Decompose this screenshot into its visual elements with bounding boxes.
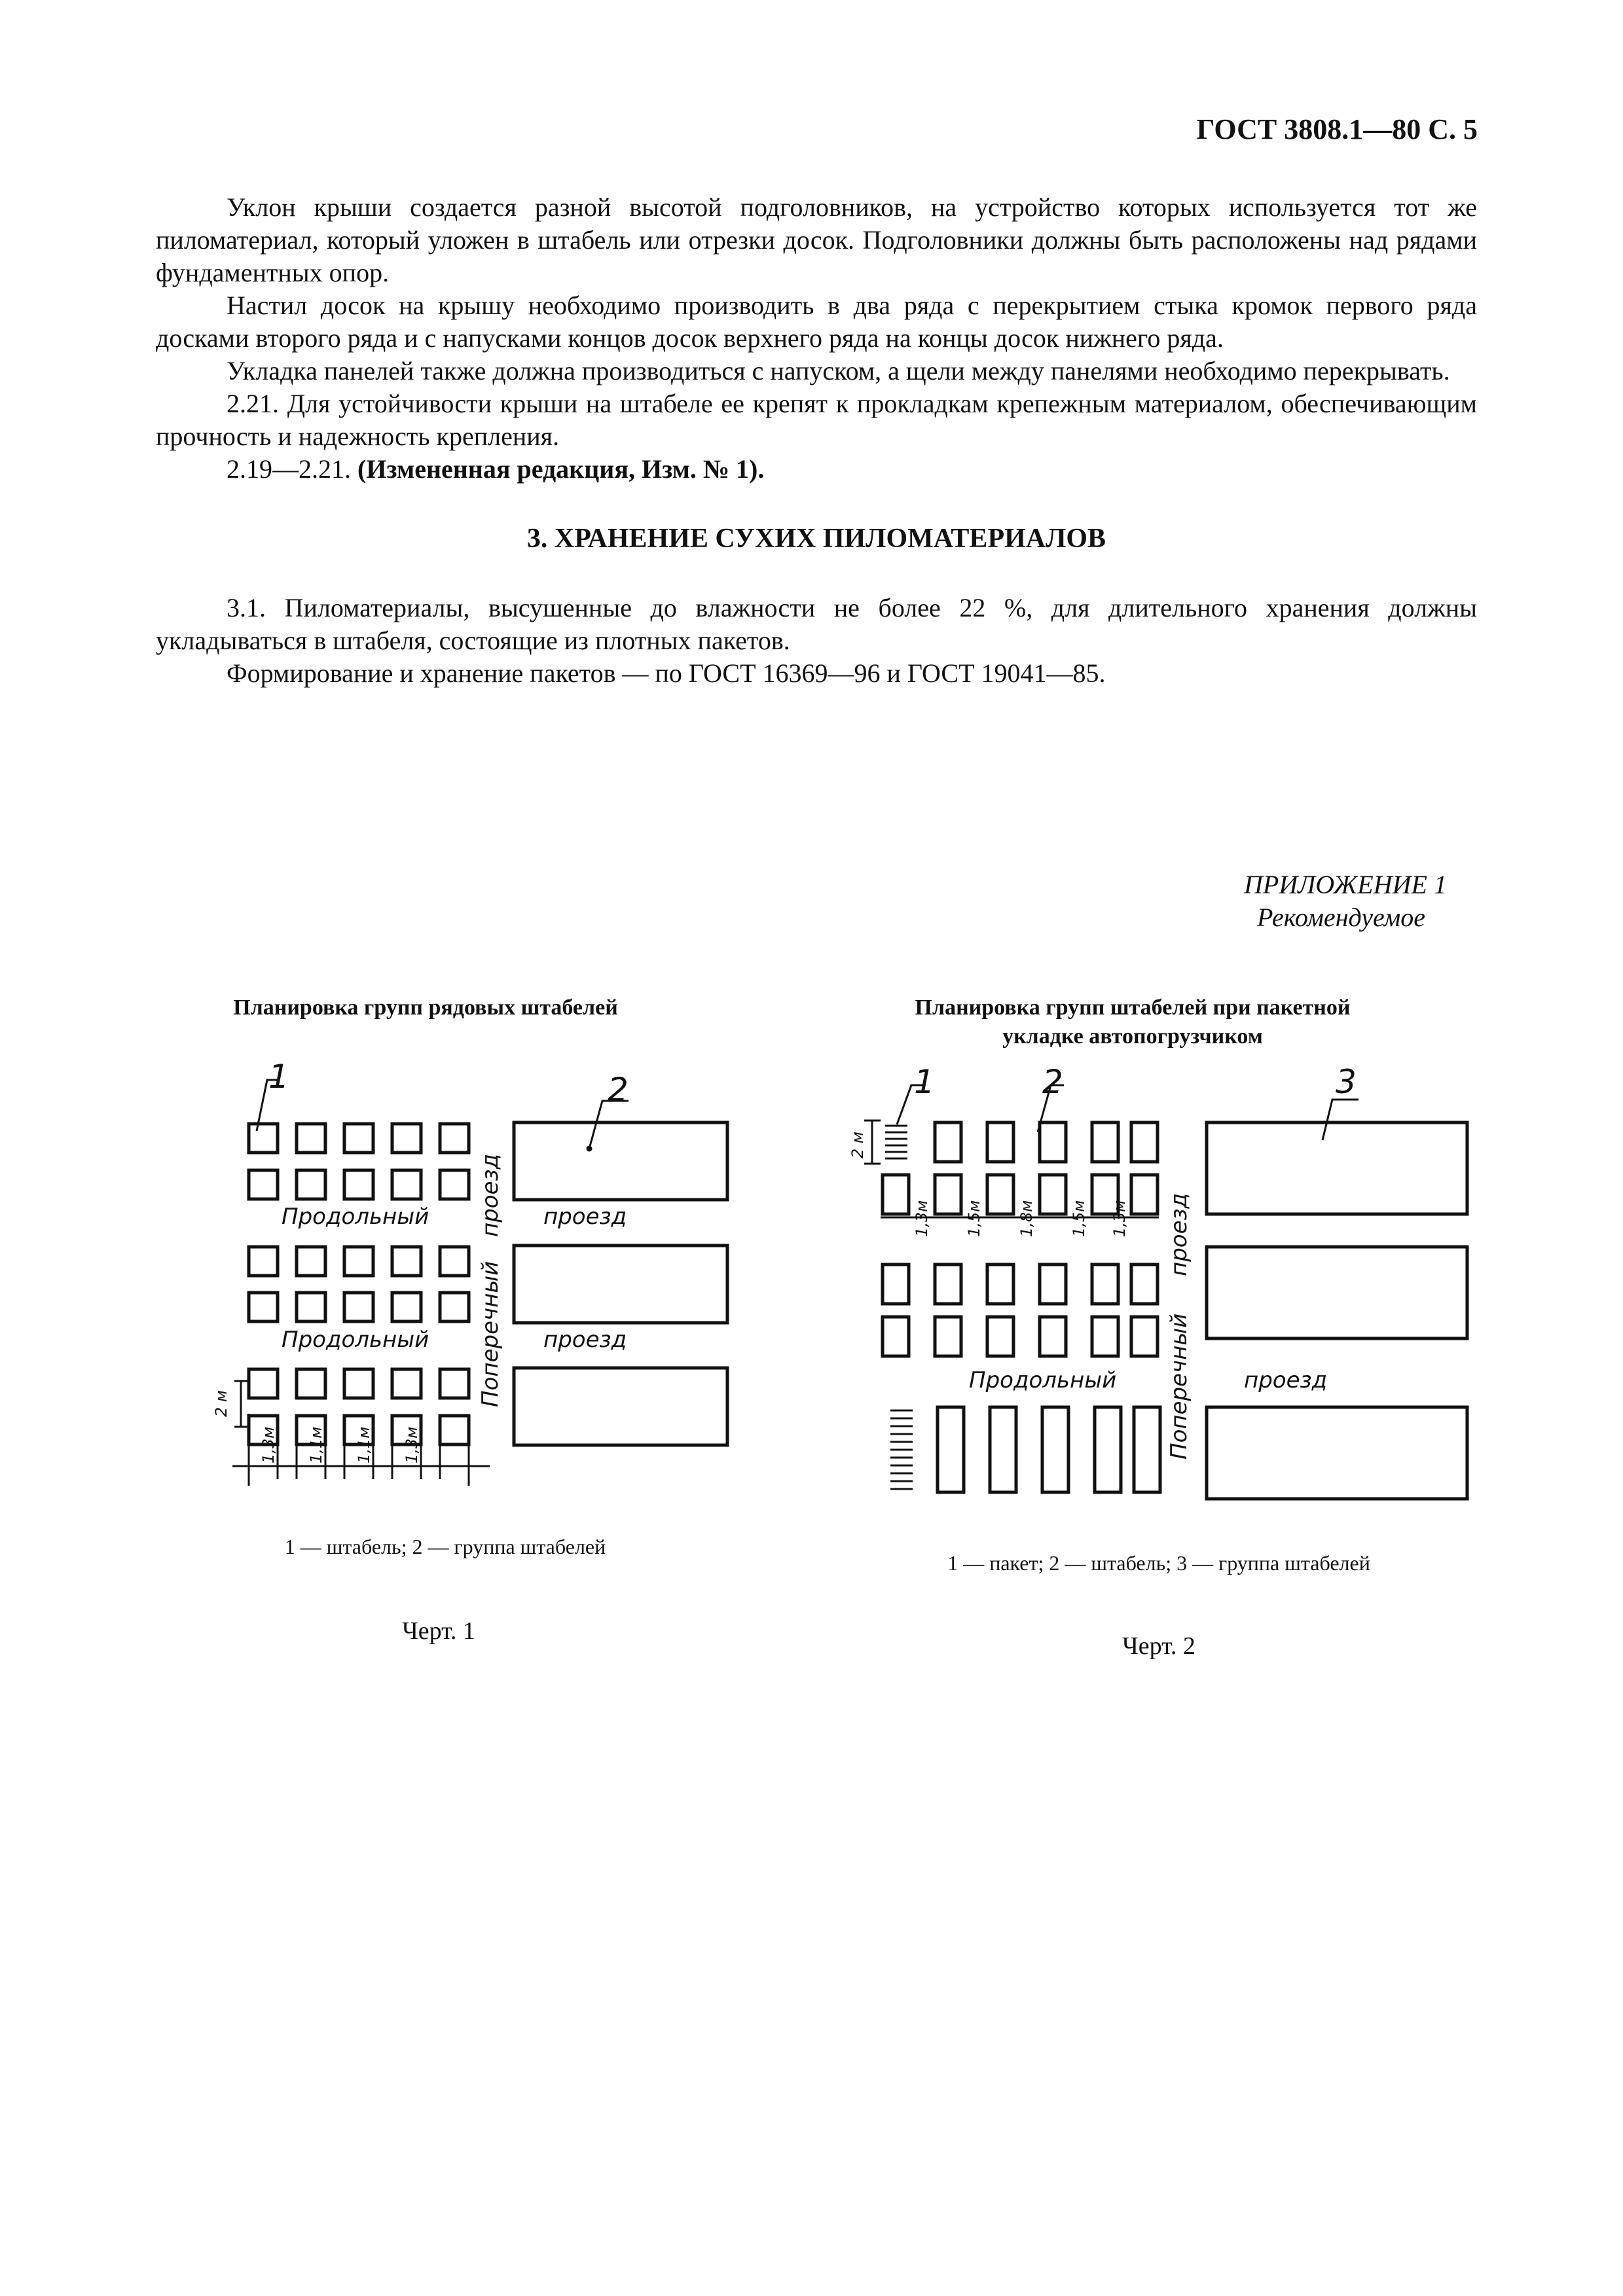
- amendment-range: 2.19—2.21.: [227, 454, 351, 484]
- figure2-dim-2m: 2 м: [848, 1131, 867, 1158]
- stack: [297, 1124, 325, 1153]
- stack-group: [514, 1368, 727, 1445]
- figure1-dim: 1,1м: [307, 1426, 325, 1463]
- figure1-title: Планировка групп рядовых штабелей: [233, 996, 618, 1020]
- stack: [440, 1369, 469, 1398]
- paragraph: 2.21. Для устойчивости крыши на штабеле ее крепят к прокладкам крепежным материалом, обеспечивающим прочность и надежность крепления.: [156, 389, 1477, 451]
- amendment-text: (Измененная редакция, Изм. № 1).: [357, 454, 765, 484]
- stack: [344, 1247, 373, 1276]
- paragraph: 3.1. Пиломатериалы, высушенные до влажности не более 22 %, для длительного хранения должны укладываться в штабеля, состоящие из плотных пакетов.: [156, 593, 1477, 655]
- stack: [297, 1369, 325, 1398]
- figure1-groups: [514, 1122, 727, 1445]
- stack: [249, 1170, 278, 1199]
- stack: [249, 1247, 278, 1276]
- stack: [344, 1124, 373, 1153]
- stack: [249, 1124, 278, 1153]
- appendix-subtitle: Рекомендуемое: [1257, 903, 1426, 932]
- figure1-callout-1: 1: [268, 1058, 289, 1096]
- figure1-stacks: [249, 1124, 469, 1444]
- paragraph: Уклон крыши создается разной высотой подголовников, на устройство которых используется тот же пиломатериал, который уложен в штабель или отрезки досок. Подголовники должны быть расположены над рядами фундаментных опор.: [156, 192, 1477, 287]
- stack: [440, 1170, 469, 1199]
- figure1-dim: 1,1м: [355, 1426, 373, 1463]
- stack: [392, 1247, 421, 1276]
- figure2-dim: 1,3м: [1110, 1200, 1129, 1237]
- figure2-passage: проезд: [1244, 1367, 1328, 1393]
- figure2-passage-vertical: проезд: [1166, 1193, 1192, 1276]
- figure1-passage-vertical: проезд: [477, 1153, 503, 1237]
- appendix-title: ПРИЛОЖЕНИЕ 1: [1244, 870, 1447, 899]
- stack: [297, 1170, 325, 1199]
- figure2-caption: 1 — пакет; 2 — штабель; 3 — группа штабелей: [947, 1551, 1370, 1575]
- stack: [440, 1293, 469, 1321]
- figure2-title-line1: Планировка групп штабелей при пакетной: [915, 996, 1351, 1020]
- paragraph: Формирование и хранение пакетов — по ГОСТ 16369—96 и ГОСТ 19041—85.: [227, 658, 1106, 688]
- figure2-title: [851, 994, 1414, 1051]
- figure1-dim-2m: 2 м: [212, 1390, 230, 1417]
- figure2-transverse: Поперечный: [1166, 1313, 1192, 1460]
- figure1-longitudinal: Продольный: [282, 1204, 429, 1230]
- figure1-callout-2: 2: [608, 1071, 629, 1109]
- figure1-transverse: Поперечный: [477, 1261, 503, 1407]
- figure1-dim: 1,3м: [403, 1426, 421, 1463]
- stack: [392, 1170, 421, 1199]
- figure2-callout-1: 1: [914, 1063, 935, 1101]
- figure2-longitudinal: Продольный: [969, 1367, 1117, 1393]
- section-title: 3. ХРАНЕНИЕ СУХИХ ПИЛОМАТЕРИАЛОВ: [526, 524, 1106, 554]
- stack: [297, 1293, 325, 1321]
- figure1-passage: проезд: [543, 1327, 627, 1353]
- stack: [440, 1124, 469, 1153]
- figure1-leaders: [232, 1080, 629, 1486]
- paragraph: Укладка панелей также должна производиться с напуском, а щели между панелями необходимо перекрывать.: [227, 356, 1450, 386]
- figure2-dim: 1,3м: [913, 1200, 931, 1237]
- figure2-label: Черт. 2: [1122, 1632, 1195, 1660]
- stack: [392, 1124, 421, 1153]
- stack: [440, 1247, 469, 1276]
- stack: [249, 1369, 278, 1398]
- stack: [344, 1170, 373, 1199]
- figure1-longitudinal: Продольный: [282, 1327, 429, 1353]
- stack: [392, 1293, 421, 1321]
- stack: [440, 1416, 469, 1444]
- figure2-callout-3: 3: [1336, 1063, 1357, 1101]
- paragraph: Настил досок на крышу необходимо производить в два ряда с перекрытием стыка кромок первого ряда досками второго ряда и с напусками концов досок верхнего ряда на концы досок нижнего ряда.: [156, 291, 1477, 353]
- page-header: ГОСТ 3808.1—80 С. 5: [1196, 113, 1478, 145]
- figure1-label: Черт. 1: [402, 1617, 475, 1645]
- figure1-dim: 1,3м: [259, 1426, 278, 1463]
- figure2-dim: 1,8м: [1017, 1200, 1036, 1237]
- figure1-passage: проезд: [543, 1204, 627, 1230]
- figure2-dim: 1,5м: [1070, 1200, 1088, 1237]
- figure2-dim: 1,5м: [965, 1200, 983, 1237]
- stack-group: [514, 1122, 727, 1200]
- stack-group: [514, 1246, 727, 1323]
- figure2-title-line2: укладке автопогрузчиком: [1002, 1024, 1263, 1049]
- figure1-caption: 1 — штабель; 2 — группа штабелей: [284, 1535, 606, 1558]
- stack: [344, 1293, 373, 1321]
- stack: [344, 1369, 373, 1398]
- stack: [297, 1247, 325, 1276]
- figure2-groups: [1207, 1122, 1467, 1499]
- figure2-stacks: [883, 1122, 1160, 1492]
- figure2-callout-2: 2: [1042, 1063, 1063, 1101]
- stack: [392, 1369, 421, 1398]
- stack: [249, 1293, 278, 1321]
